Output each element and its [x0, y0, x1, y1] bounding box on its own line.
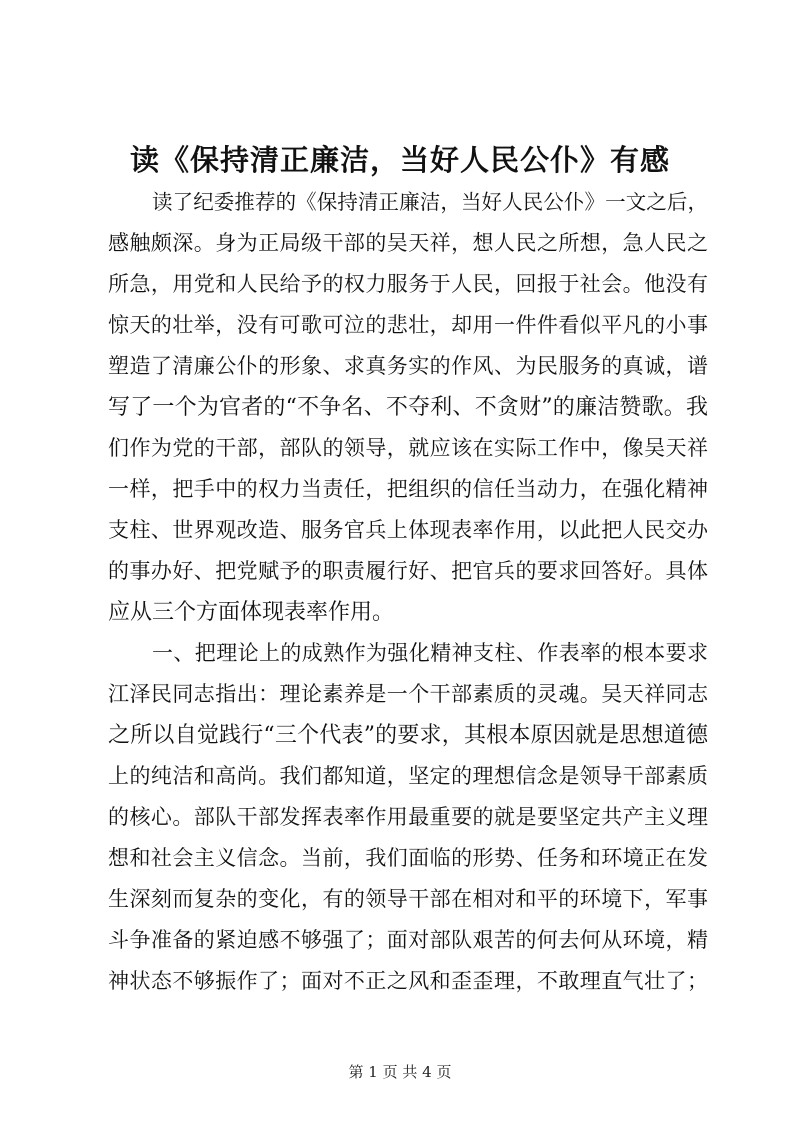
paragraph-2-line-2: 之所以自觉践行“三个代表”的要求，其根本原因就是思想道德 [108, 723, 708, 748]
paragraph-1-line-4: 惊天的壮举，没有可歌可泣的悲壮，却用一件件看似平凡的小事 [108, 313, 708, 337]
paragraph-1-line-1: 读了纪委推荐的《保持清正廉洁，当好人民公仆》一文之后， [152, 190, 708, 214]
paragraph-1-line-5: 塑造了清廉公仆的形象、求真务实的作风、为民服务的真诚，谱 [108, 354, 708, 378]
document-body [108, 182, 708, 1002]
paragraph-1-line-3: 所急，用党和人民给予的权力服务于人民，回报于社会。他没有 [108, 272, 708, 296]
paragraph-2-line-7: 斗争准备的紧迫感不够强了；面对部队艰苦的何去何从环境，精 [108, 928, 708, 952]
paragraph-1-line-2: 感触颇深。身为正局级干部的吴天祥，想人民之所想，急人民之 [108, 231, 708, 255]
paragraph-1-line-11: 应从三个方面体现表率作用。 [108, 600, 395, 625]
paragraph-2-line-1: 江泽民同志指出：理论素养是一个干部素质的灵魂。吴天祥同志 [108, 682, 708, 706]
document-title: 读《保持清正廉洁，当好人民公仆》有感 [129, 143, 670, 177]
paragraph-2-line-5: 想和社会主义信念。当前，我们面临的形势、任务和环境正在发 [108, 846, 708, 870]
paragraph-1-line-8: 一样，把手中的权力当责任，把组织的信任当动力，在强化精神 [108, 477, 708, 501]
paragraph-2-line-6: 生深刻而复杂的变化，有的领导干部在相对和平的环境下，军事 [108, 887, 708, 911]
paragraph-1-line-9: 支柱、世界观改造、服务官兵上体现表率作用，以此把人民交办 [108, 518, 708, 542]
paragraph-1-line-10: 的事办好、把党赋予的职责履行好、把官兵的要求回答好。具体 [108, 559, 708, 583]
section-1-heading: 一、把理论上的成熟作为强化精神支柱、作表率的根本要求 [152, 641, 708, 665]
paragraph-2-line-8: 神状态不够振作了；面对不正之风和歪歪理，不敢理直气壮了； [108, 969, 708, 993]
paragraph-2-line-4: 的核心。部队干部发挥表率作用最重要的就是要坚定共产主义理 [108, 805, 708, 829]
paragraph-2-line-3: 上的纯洁和高尚。我们都知道，坚定的理想信念是领导干部素质 [108, 764, 708, 788]
paragraph-1-line-6: 写了一个为官者的“不争名、不夺利、不贪财”的廉洁赞歌。我 [108, 395, 708, 420]
paragraph-1-line-7: 们作为党的干部，部队的领导，就应该在实际工作中，像吴天祥 [108, 436, 708, 460]
page-footer: 第 1 页 共 4 页 [348, 1063, 452, 1081]
